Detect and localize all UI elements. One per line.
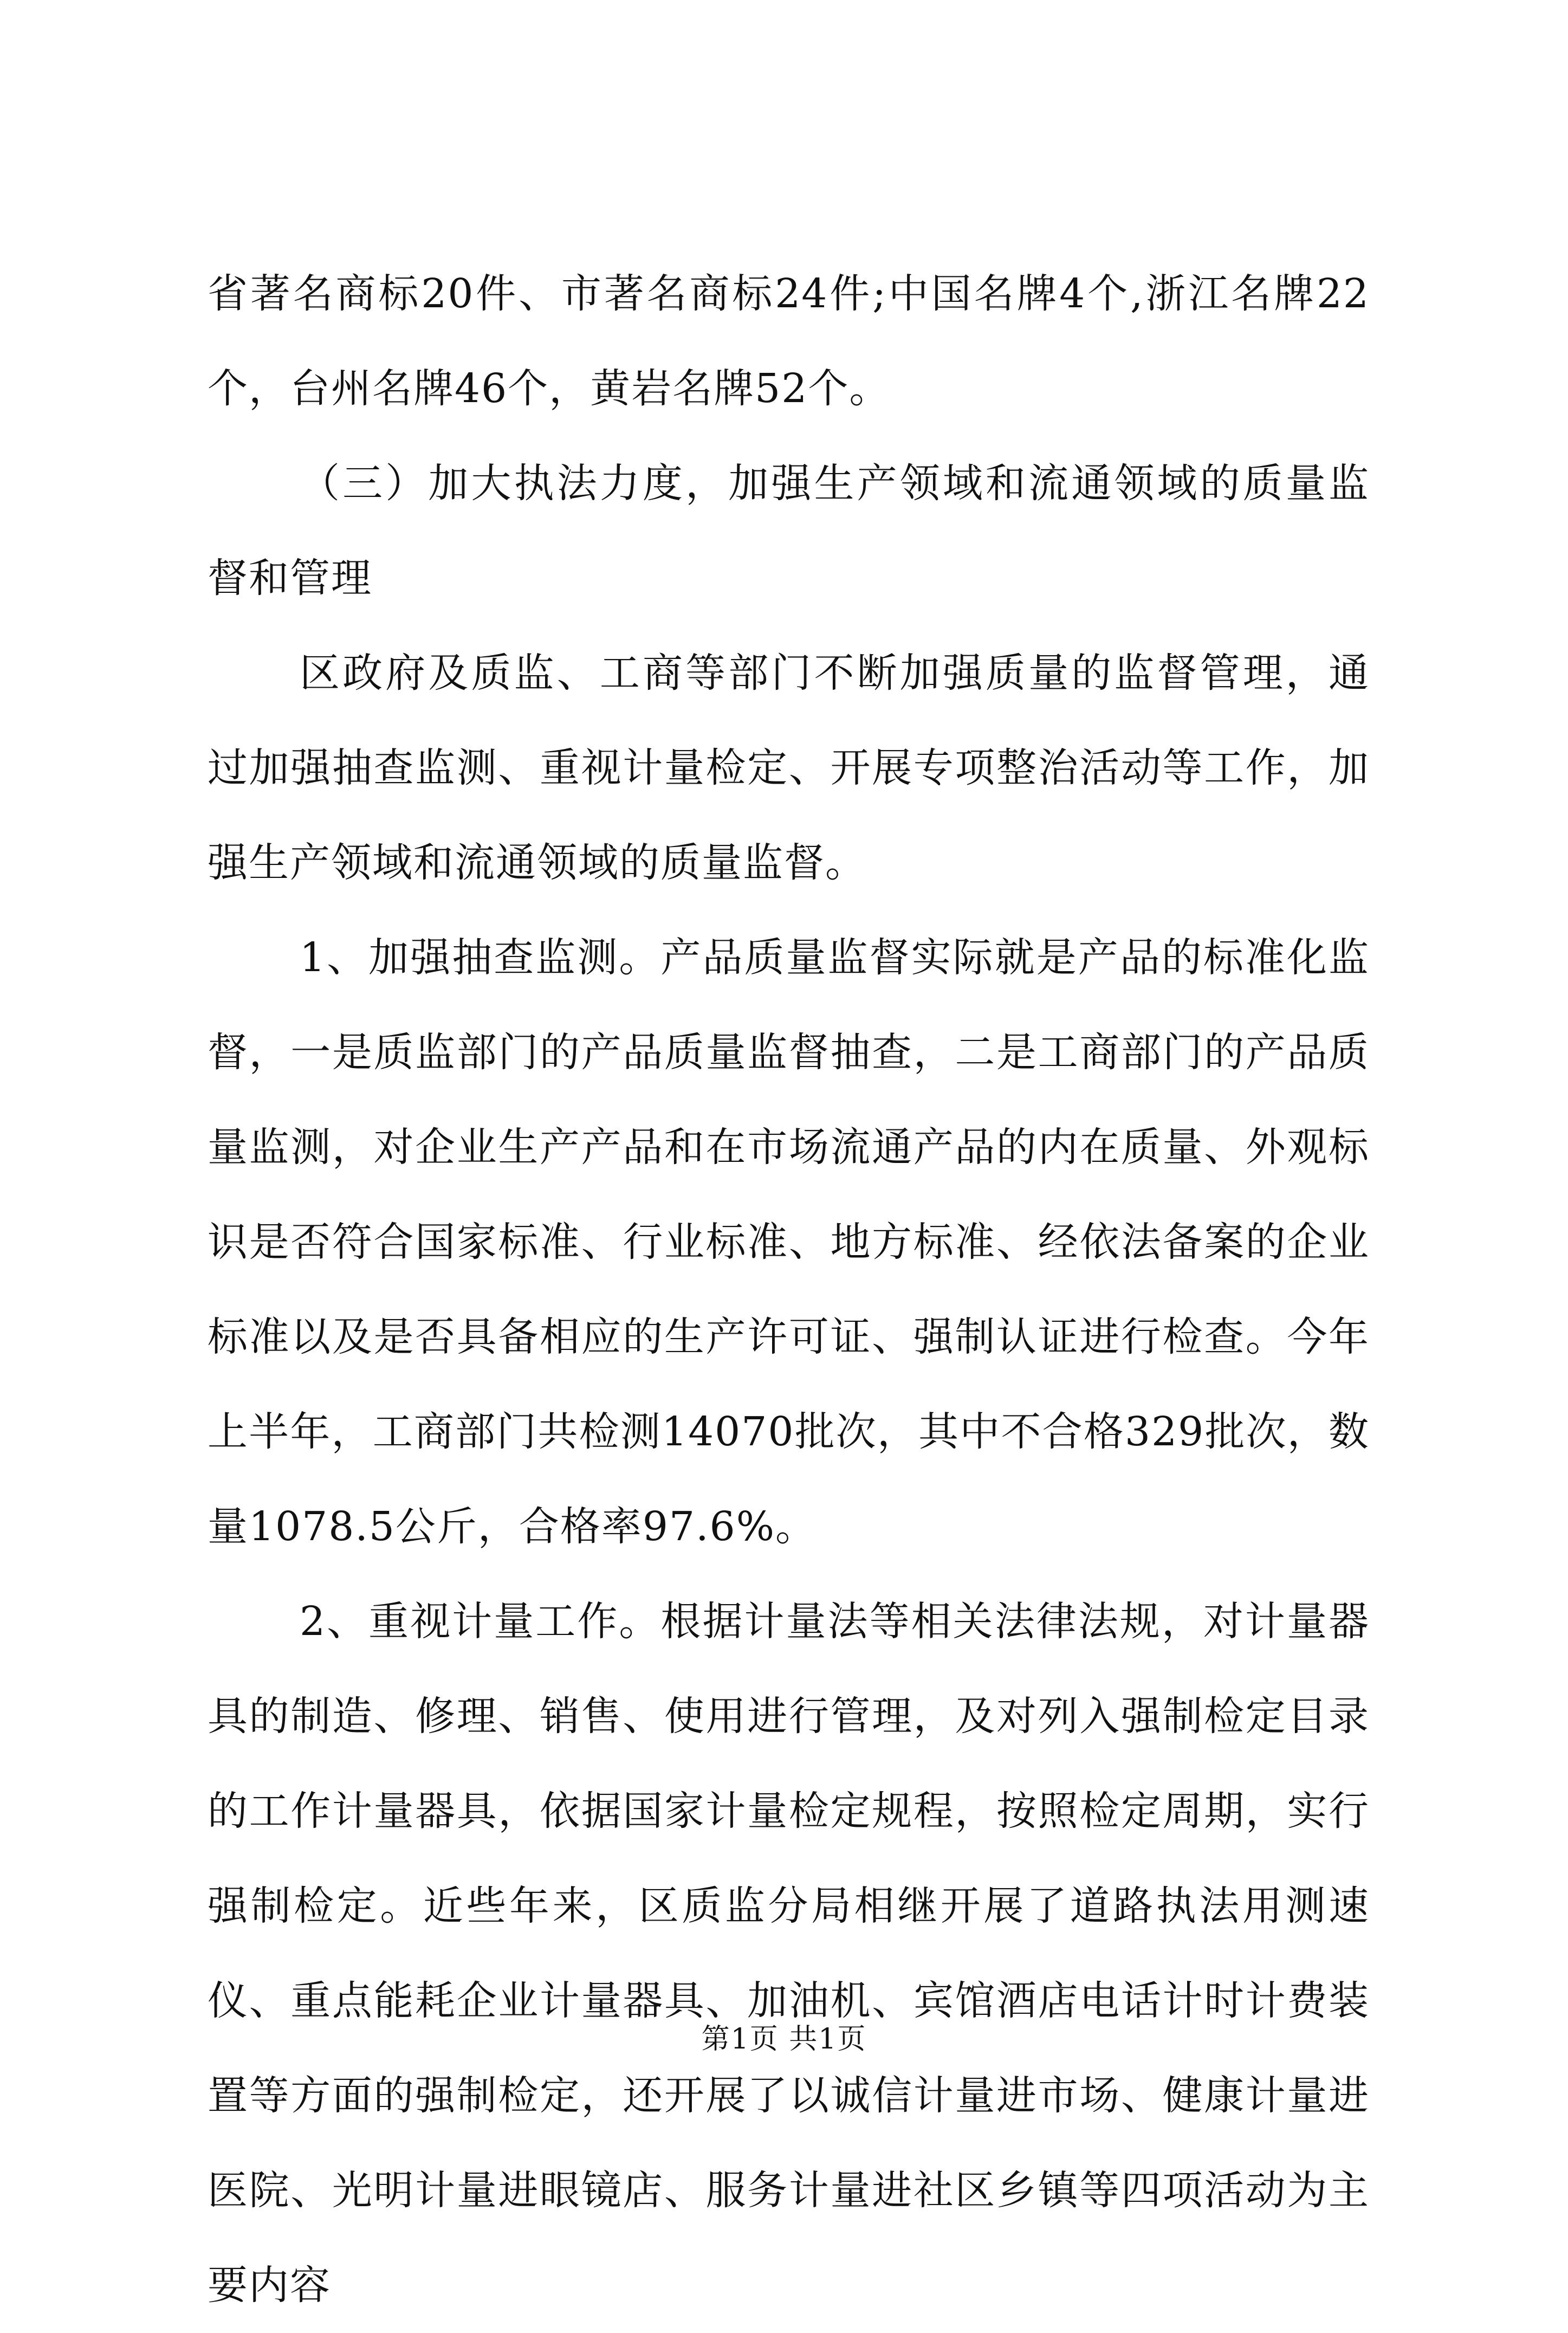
page-footer: 第1页 共1页 <box>701 2023 867 2056</box>
paragraph-sampling-inspection: 1、加强抽查监测。产品质量监督实际就是产品的标准化监督，一是质监部门的产品质量监督抽查，二是工商部门的产品质量监测，对企业生产产品和在市场流通产品的内在质量、外观标识是否符合国家标准、行业标准、地方标准、经依法备案的企业标准以及是否具备相应的生产许可证、强制认证进行检查。今年上半年，工商部门共检测14070批次，其中不合格329批次，数量1078.5公斤，合格率97.6%。 <box>208 934 1370 1550</box>
paragraph-brands-summary: 省著名商标20件、市著名商标24件;中国名牌4个,浙江名牌22个，台州名牌46个，黄岩名牌52个。 <box>208 270 1370 412</box>
paragraph-metrology-work: 2、重视计量工作。根据计量法等相关法律法规，对计量器具的制造、修理、销售、使用进行管理，及对列入强制检定目录的工作计量器具，依据国家计量检定规程，按照检定周期，实行强制检定。近些年来，区质监分局相继开展了道路执法用测速仪、重点能耗企业计量器具、加油机、宾馆酒店电话计时计费装置等方面的强制检定，还开展了以诚信计量进市场、健康计量进医院、光明计量进眼镜店、服务计量进社区乡镇等四项活动为主要内容 <box>208 1598 1370 2309</box>
paragraph-supervision-overview: 区政府及质监、工商等部门不断加强质量的监督管理，通过加强抽查监测、重视计量检定、开展专项整治活动等工作，加强生产领域和流通领域的质量监督。 <box>208 650 1370 886</box>
section-heading-enforcement: （三）加大执法力度，加强生产领域和流通领域的质量监督和管理 <box>208 460 1370 602</box>
